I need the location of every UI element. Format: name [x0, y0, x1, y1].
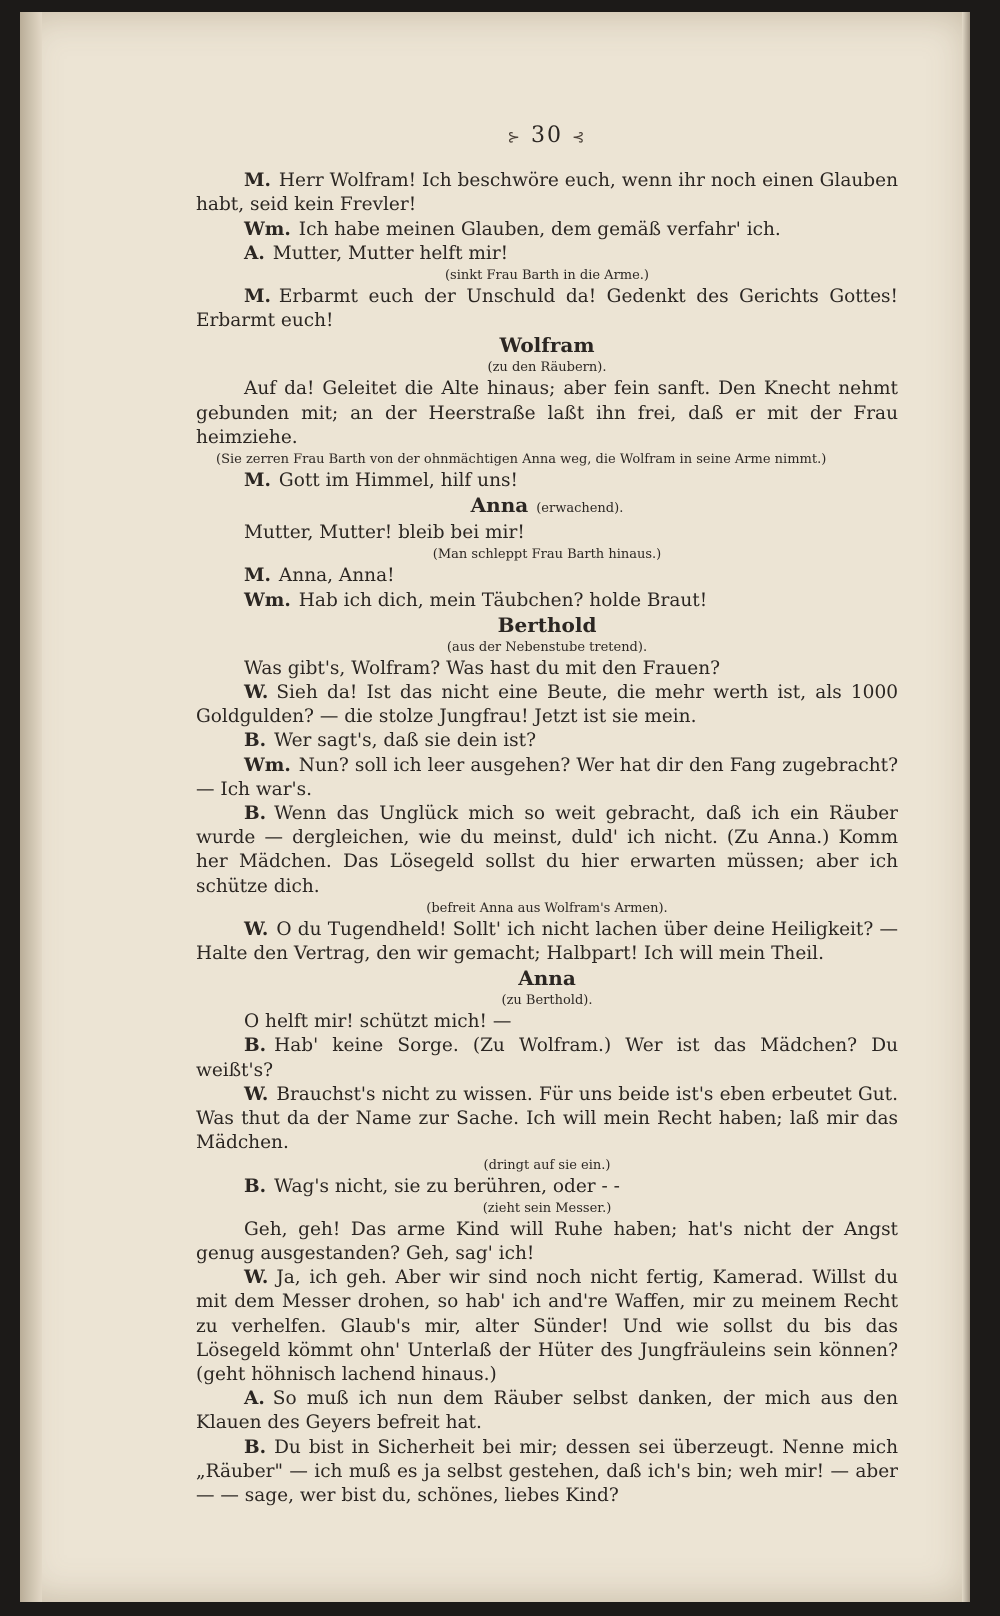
speech-line: [196, 469, 898, 493]
speaker-abbrev: Wm.: [244, 218, 291, 240]
speaker-heading: [196, 493, 898, 521]
speaker-abbrev: W.: [244, 1083, 269, 1105]
speech-line: [196, 564, 898, 588]
speech-text: Auf da! Geleitet die Alte hinaus; aber fein sanft. Den Knecht nehmt gebunden mit; an der Heerstraße laßt ihn frei, daß er mit der Frau heimziehe.: [196, 378, 898, 448]
ornament-left-icon: ⊱: [507, 128, 522, 146]
speech-line: [196, 242, 898, 266]
speaker-heading: [196, 333, 898, 358]
speech-line: [196, 754, 898, 802]
speech-text: Erbarmt euch der Unschuld da! Gedenkt des Gerichts Gottes! Erbarmt euch!: [196, 286, 898, 332]
speech-text: Gott im Himmel, hilf uns!: [278, 470, 518, 492]
speaker-name: Anna: [470, 493, 529, 518]
speech-line: [196, 918, 898, 966]
speech-text: Sieh da! Ist das nicht eine Beute, die mehr werth ist, als 1000 Goldgulden? — die stolze Jungfrau! Jetzt ist sie mein.: [196, 682, 898, 728]
stage-direction: (zu Berthold).: [501, 993, 593, 1009]
ornament-right-icon: ⊰: [572, 128, 587, 146]
speech-text: Ja, ich geh. Aber wir sind noch nicht fertig, Kamerad. Willst du mit dem Messer drohen, so hab' ich and're Waffen, mir zu meinem Recht zu verhelfen. Glaub's mir, alter Sünder! Und wie sollst du bis das Lösegeld kömmt ohn' Unterlaß der Hüter des Jungfräuleins sein können? (geht höhnisch lachend hinaus.): [196, 1267, 898, 1385]
speaker-abbrev: A.: [244, 242, 265, 264]
page-spine-shadow: [20, 12, 42, 1602]
speech-text: Du bist in Sicherheit bei mir; dessen sei überzeugt. Nenne mich „Räuber" — ich muß es ja selbst gestehen, daß ich's bin; weh mir! — aber — — sage, wer bist du, schönes, liebes Kind?: [196, 1436, 898, 1506]
speech-text: O helft mir! schützt mich! —: [244, 1011, 512, 1033]
speech-text: Nun? soll ich leer ausgehen? Wer hat dir den Fang zugebracht? — Ich war's.: [196, 754, 898, 800]
speech-text: Anna, Anna!: [278, 565, 395, 587]
speech-line: [196, 1010, 898, 1034]
stage-direction: (befreit Anna aus Wolfram's Armen).: [426, 900, 668, 916]
speech-text: Wer sagt's, daß sie dein ist?: [274, 730, 537, 752]
stage-direction: (Man schleppt Frau Barth hinaus.): [432, 547, 662, 563]
speech-line: [196, 1266, 898, 1387]
dialogue-lines: [196, 169, 898, 1508]
speech-line: [196, 218, 898, 242]
speech-text: Mutter, Mutter helft mir!: [272, 242, 509, 264]
speech-text: Was gibt's, Wolfram? Was hast du mit den Frauen?: [244, 657, 721, 679]
speech-text: Geh, geh! Das arme Kind will Ruhe haben; hat's nicht der Angst genug ausgestanden? Geh, sag' ich!: [196, 1218, 898, 1264]
speaker-abbrev: W.: [244, 1267, 269, 1289]
speaker-abbrev: B.: [244, 1035, 267, 1057]
speaker-abbrev: B.: [244, 1436, 267, 1458]
heading-note: (erwachend).: [536, 501, 624, 517]
speech-line: [196, 1083, 898, 1156]
stage-direction: (Sie zerren Frau Barth von der ohnmächtigen Anna weg, die Wolfram in seine Arme nimmt.): [216, 452, 827, 468]
speech-text: So muß ich nun dem Räuber selbst danken, der mich aus den Klauen des Geyers befreit hat.: [196, 1388, 898, 1434]
speech-line: [196, 1436, 898, 1509]
speech-line: [196, 521, 898, 545]
speaker-abbrev: Wm.: [244, 754, 291, 776]
speech-line: [196, 285, 898, 333]
speech-line: [196, 1218, 898, 1266]
speech-line: [196, 1034, 898, 1082]
speaker-abbrev: W.: [244, 918, 269, 940]
speech-line: [196, 169, 898, 217]
speaker-abbrev: B.: [244, 803, 267, 825]
speech-text: O du Tugendheld! Sollt' ich nicht lachen über deine Heiligkeit? — Halte den Vertrag, den wir gemacht; Halbpart! Ich will mein Theil.: [196, 918, 898, 965]
speech-line: [196, 657, 898, 681]
speaker-heading: [196, 966, 898, 991]
speech-line: [196, 1175, 898, 1199]
speaker-abbrev: M.: [244, 470, 271, 492]
page-number-line: [196, 124, 898, 149]
page-edge: [962, 12, 970, 1602]
speech-text: Mutter, Mutter! bleib bei mir!: [244, 522, 525, 544]
speaker-abbrev: M.: [244, 286, 271, 308]
speech-text: Wag's nicht, sie zu berühren, oder - -: [274, 1175, 620, 1197]
speaker-name: Berthold: [497, 612, 597, 637]
stage-direction: (zu den Räubern).: [487, 360, 607, 376]
speaker-abbrev: M.: [244, 565, 271, 587]
stage-direction: (dringt auf sie ein.): [483, 1157, 611, 1173]
speech-line: [196, 802, 898, 899]
speaker-name: Wolfram: [499, 333, 595, 358]
speaker-abbrev: A.: [244, 1388, 265, 1410]
speech-line: [196, 729, 898, 753]
speaker-name: Anna: [518, 966, 576, 991]
speech-text: Hab ich dich, mein Täubchen? holde Braut!: [298, 589, 708, 611]
speech-line: [196, 1387, 898, 1435]
stage-direction: (aus der Nebenstube tretend).: [446, 639, 648, 655]
page-number: 30: [531, 123, 563, 148]
stage-direction: (sinkt Frau Barth in die Arme.): [444, 268, 650, 284]
speech-text: Wenn das Unglück mich so weit gebracht, daß ich ein Räuber wurde — dergleichen, wie du meinst, duld' ich nicht. (Zu Anna.) Komm her Mädchen. Das Lösegeld sollst du hier erwarten müssen; aber ich schütze dich.: [196, 803, 898, 897]
speech-text: Herr Wolfram! Ich beschwöre euch, wenn ihr noch einen Glauben habt, seid kein Frevler!: [196, 170, 898, 216]
speaker-abbrev: B.: [244, 1175, 267, 1197]
speaker-heading: [196, 613, 898, 638]
speaker-abbrev: W.: [244, 682, 269, 704]
speaker-abbrev: B.: [244, 730, 267, 752]
stage-direction: (zieht sein Messer.): [482, 1200, 612, 1216]
page-text-block: [196, 124, 898, 1508]
speech-text: Hab' keine Sorge. (Zu Wolfram.) Wer ist das Mädchen? Du weißt's?: [196, 1035, 898, 1081]
speech-line: [196, 589, 898, 613]
speech-text: Ich habe meinen Glauben, dem gemäß verfahr' ich.: [298, 218, 781, 240]
speech-line: [196, 681, 898, 729]
speech-line: [196, 377, 898, 450]
speech-text: Brauchst's nicht zu wissen. Für uns beide ist's eben erbeutet Gut. Was thut da der Name zur Sache. Ich will mein Recht haben; laß mir das Mädchen.: [196, 1083, 898, 1154]
speaker-abbrev: Wm.: [244, 589, 291, 611]
book-page: [20, 12, 970, 1602]
speaker-abbrev: M.: [244, 170, 271, 192]
